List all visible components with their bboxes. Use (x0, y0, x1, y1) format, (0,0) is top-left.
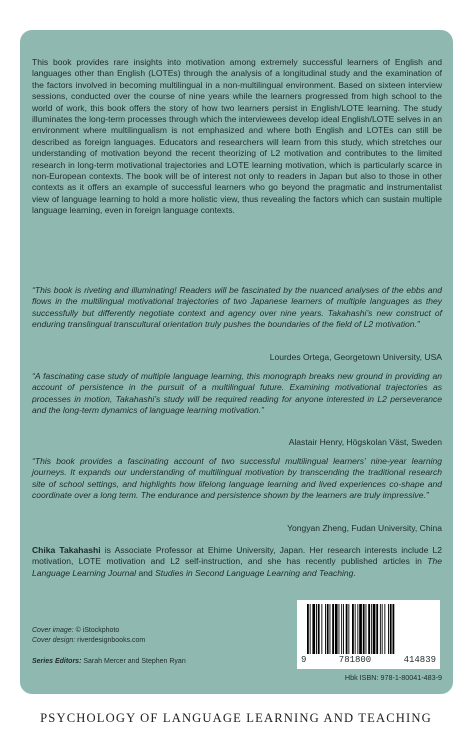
bio-text-1: is Associate Professor at Ehime University, Japan. Her research interests include L2 motivation, LOTE motivation and L2 self-instruction, and she has recently published articles in (32, 545, 442, 567)
endorsement-quote-3: “This book provides a fascinating account of two successful multilingual learners’ nine-year learning journeys. It expands our understanding of multilingual motivation by transcending the traditional research site of school settings, and highlights how lifelong language learning and lived experiences co-shape and coordinate over a long term. The endurance and persistence shown by the learners are truly impressive.” (32, 456, 442, 501)
series-editors-label: Series Editors: (32, 658, 82, 665)
series-editors (32, 658, 186, 665)
bio-text-2: and (136, 567, 156, 578)
barcode-bars (303, 604, 434, 654)
endorsement-author-3: Yongyan Zheng, Fudan University, China (287, 523, 442, 533)
isbn-text: Hbk ISBN: 978-1-80041-483-9 (344, 673, 442, 682)
cover-image-label: Cover image: (32, 627, 74, 634)
barcode-digit-lead: 9 (301, 655, 307, 665)
bio-text-3: . (353, 567, 356, 578)
cover-image-value: © iStockphoto (75, 627, 120, 634)
barcode-digits-left: 781800 (338, 655, 372, 665)
barcode-digits (297, 655, 440, 665)
barcode-digits-right: 414839 (403, 655, 436, 665)
endorsement-quote-1: “This book is riveting and illuminating! Readers will be fascinated by the nuanced analyses of the ebbs and flows in the multilingual motivational trajectories of two Japanese learners of multiple languages as they successfully but differently negotiate context and agency over nine years. Takahashi’s new construct of enduring translingual transcultural orientation truly pushes the boundaries of the field of L2 motivation.” (32, 285, 442, 330)
author-name: Chika Takahashi (32, 545, 101, 555)
cover-design-credit (32, 636, 252, 646)
cover-design-value: riverdesignbooks.com (77, 637, 146, 644)
series-title: PSYCHOLOGY OF LANGUAGE LEARNING AND TEACHING (40, 711, 432, 725)
endorsement-quote-2: “A fascinating case study of multiple language learning, this monograph breaks new ground in providing an account of persistence in the pursuit of a multilingual future. Examining motivational trajectories as processes in motion, Takahashi’s study will be required reading for anyone interested in L2 perseverance and the long-term dynamics of language learning motivation.” (32, 371, 442, 416)
bio-journal-1: The Language Learning Journal (32, 556, 442, 578)
book-description: This book provides rare insights into motivation among extremely successful learners of English and languages other than English (LOTEs) through the analysis of a longitudinal study and the examination of the factors involved in becoming multilingual in a non-multilingual environment. Based on sixteen interview sessions, conducted over the course of nine years while the learners progressed from high school to the world of work, this book offers the story of how two learners persist in English/LOTE learning. The study illuminates the long-term processes through which the interviewees develop ideal English/LOTE selves in an environment where multilingualism is not emphasized and where both English and LOTEs can still be described as foreign languages. Educators and researchers will learn from this study, which stretches our understanding of motivation beyond the recent theorizing of L2 motivation and contributes to the limited research in long-term motivational trajectories and LOTE learning motivation, which is particularly scarce in non-European contexts. The book will be of interest not only to readers in Japan but also to those in other contexts as it offers an example of successful learners who go beyond the pragmatic and instrumentalist view of language learning to hold a more holistic view, thus revealing the factors which can sustain multiple language learning, even in foreign language contexts. (32, 57, 442, 216)
isbn-barcode (297, 600, 440, 669)
endorsement-author-2: Alastair Henry, Högskolan Väst, Sweden (288, 437, 442, 447)
cover-credits (32, 626, 252, 646)
endorsement-author-1: Lourdes Ortega, Georgetown University, USA (269, 352, 442, 362)
author-bio (32, 545, 442, 579)
cover-design-label: Cover design: (32, 637, 76, 644)
bio-journal-2: Studies in Second Language Learning and Teaching (155, 567, 354, 578)
series-editors-value: Sarah Mercer and Stephen Ryan (83, 658, 186, 665)
cover-image-credit (32, 626, 252, 636)
